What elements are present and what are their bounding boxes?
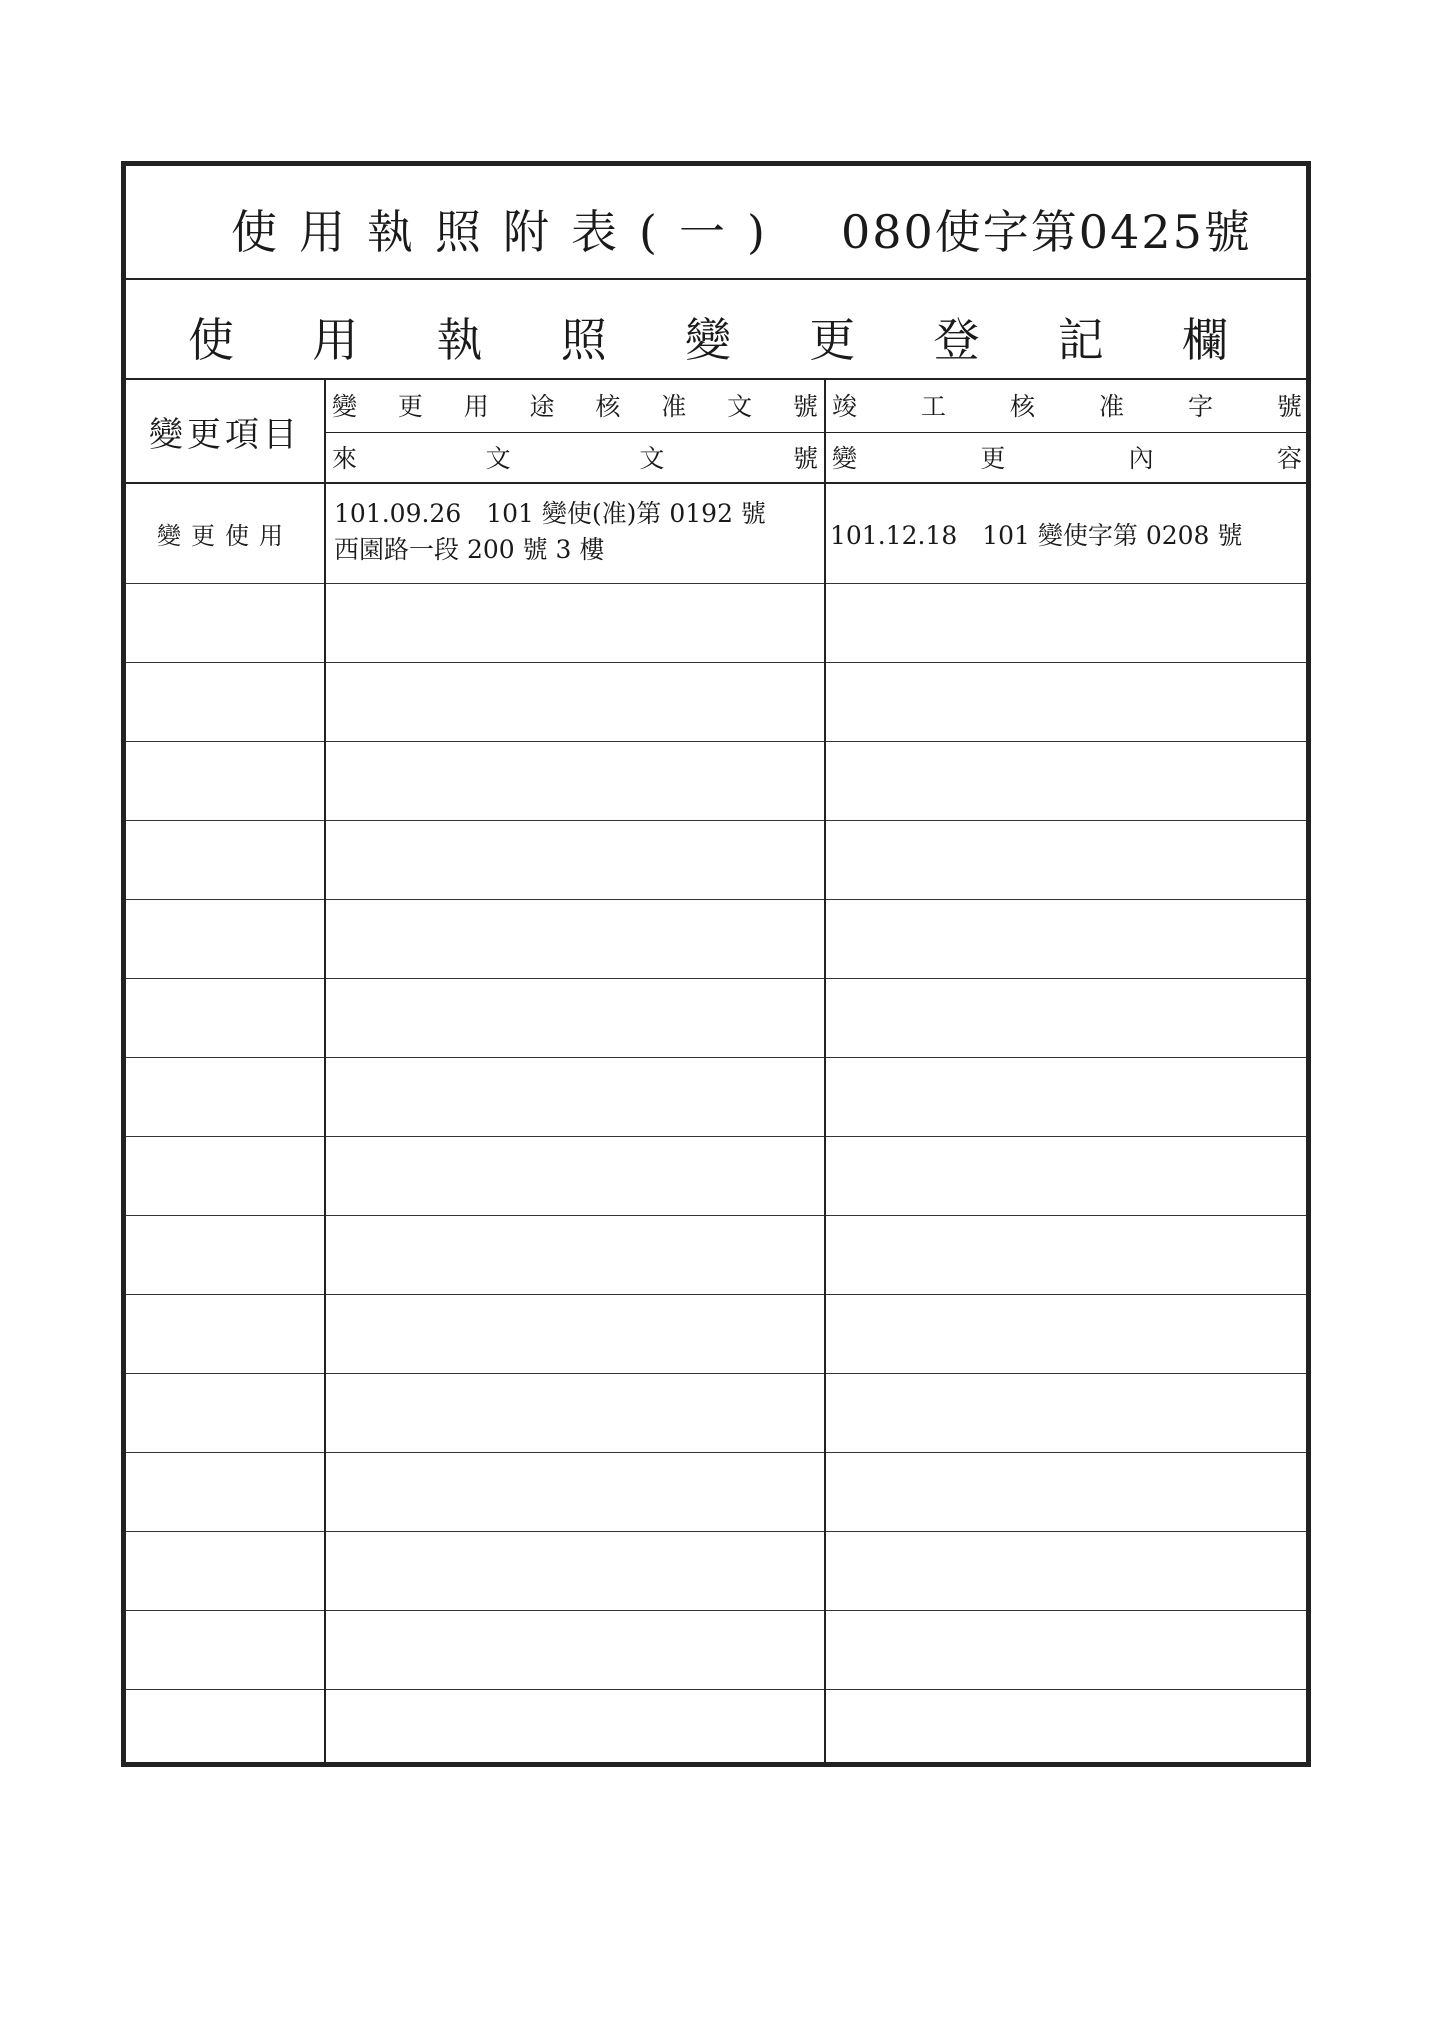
table-row-empty [126,663,1306,742]
section-title-char: 使 [188,313,234,367]
document-title: 使用執照附表(一) [231,205,787,259]
row-change-item: 變更使用 [157,522,293,550]
header-incoming-doc-no: 來 文 文 號 [332,444,818,473]
table-row-empty [126,1295,1306,1374]
row-doc-line: 101.09.26 101 變使(准)第 0192 號 [334,499,766,528]
section-title-char: 變 [685,313,731,367]
header-change-content: 變 更 內 容 [832,444,1302,473]
title-row [126,166,1306,280]
header-completion-approval-no: 竣 工 核 准 字 號 [832,392,1302,421]
section-title-char: 欄 [1182,313,1228,367]
header-change-use-approval-no: 變 更 用 途 核 准 文 號 [332,392,818,421]
license-number: 080使字第0425號 [841,205,1252,259]
table-row-empty [126,1453,1306,1532]
column-header-row [126,380,1306,484]
section-title-char: 用 [312,313,359,367]
table-row-empty [126,1216,1306,1295]
table-row-empty [126,742,1306,821]
table-row-empty [126,1374,1306,1453]
table-row-empty [126,1058,1306,1137]
section-title-char: 照 [560,313,607,367]
section-title-char: 更 [809,313,856,367]
table-row-empty [126,1532,1306,1611]
table-row [126,484,1306,584]
section-title-char: 記 [1057,313,1104,367]
table-row-empty [126,821,1306,900]
row-doc-number [334,496,766,568]
section-title-char: 執 [436,313,483,367]
license-appendix-table [121,161,1311,1767]
table-row-empty [126,900,1306,979]
row-doc-address: 西園路一段 200 號 3 樓 [334,535,605,564]
table-row-empty [126,584,1306,663]
table-row-empty [126,1137,1306,1216]
table-row-empty [126,979,1306,1058]
row-completion-number: 101.12.18 101 變使字第 0208 號 [830,520,1243,550]
header-change-item: 變更項目 [149,414,301,455]
table-row-empty [126,1611,1306,1690]
section-title-char: 登 [933,313,980,367]
section-header-row [126,280,1306,380]
section-title [188,304,1228,370]
column-divider-2 [824,380,826,1762]
column-divider-1 [324,380,326,1762]
